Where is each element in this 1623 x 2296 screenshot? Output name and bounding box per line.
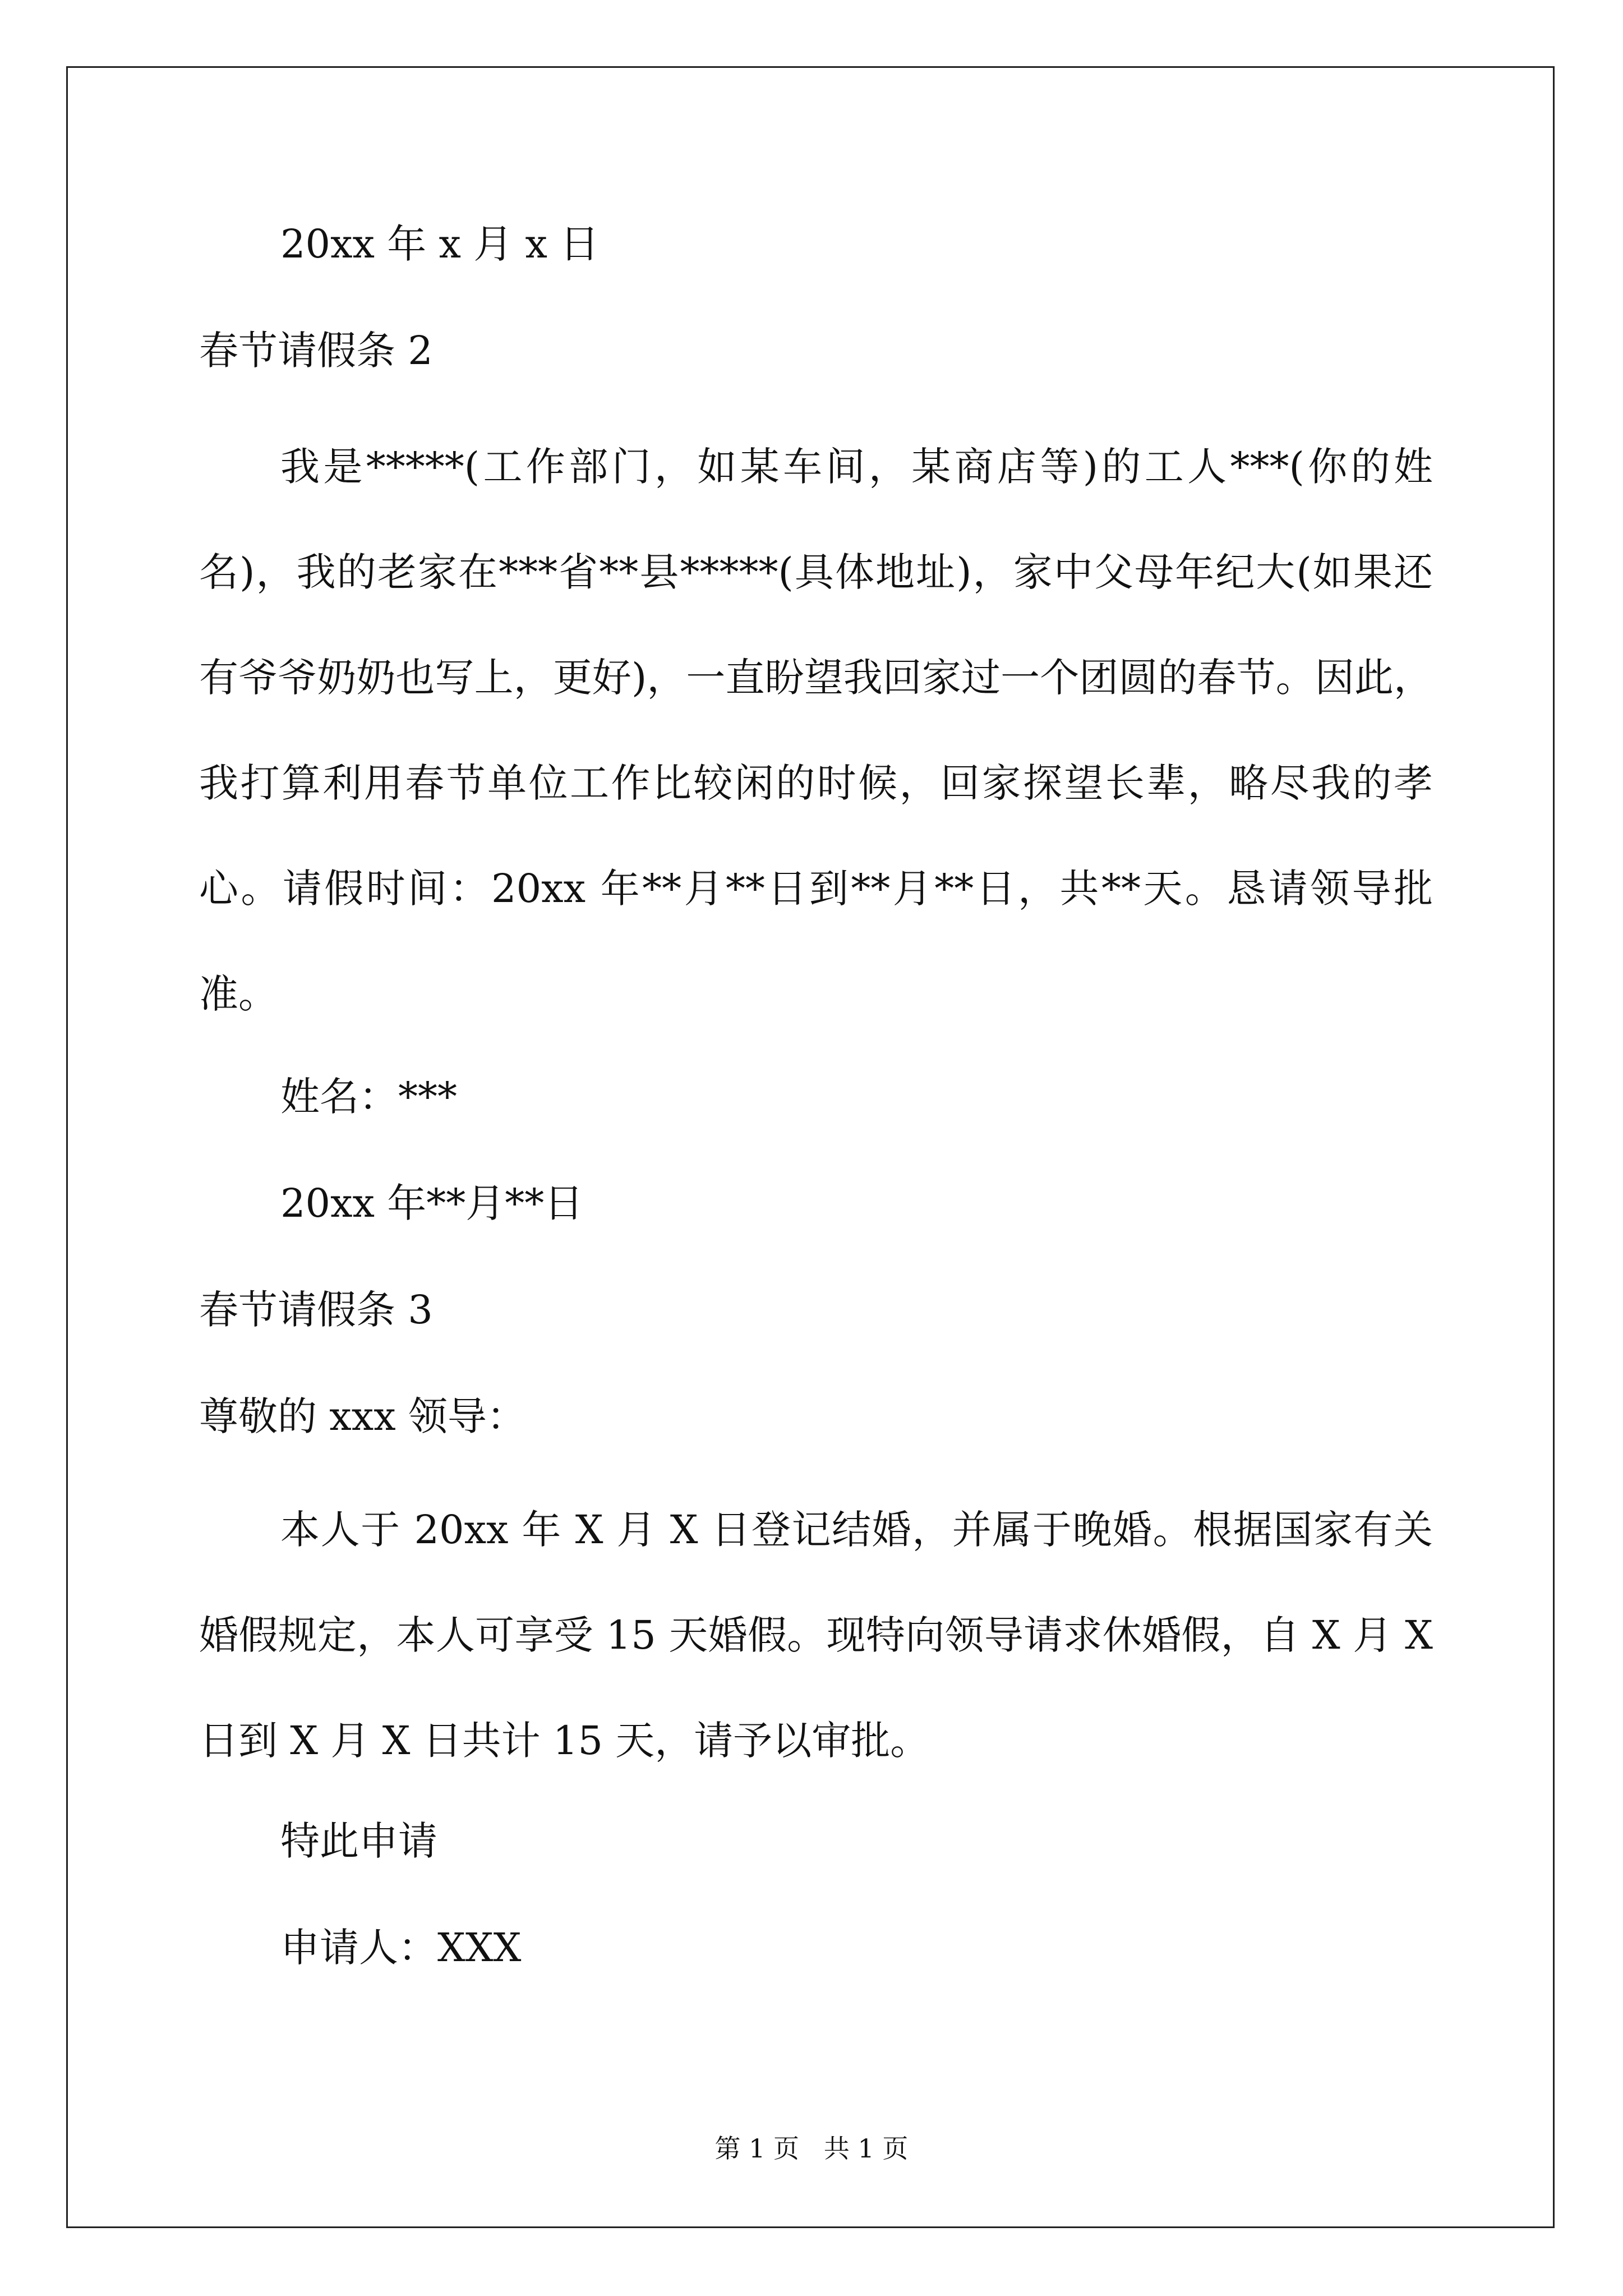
section3-body: 本人于 20xx 年 X 月 X 日登记结婚，并属于晚婚。根据国家有关婚假规定，本人可享受 15 天婚假。现特向领导请求休婚假，自 X 月 X 日到 X 月 X 日共计 15 天，请予以审批。 [199,1507,1433,1764]
date-top: 20xx 年 x 月 x 日 [280,221,600,267]
section3-closing: 特此申请 [280,1818,437,1864]
section2-body: 我是*****(工作部门，如某车间，某商店等)的工人***(你的姓名)，我的老家在***省**县*****(具体地址)，家中父母年纪大(如果还有爷爷奶奶也写上，更好)，一直盼望我回家过一个团圆的春节。因此，我打算利用春节单位工作比较闲的时候，回家探望长辈，略尽我的孝心。请假时间：20xx 年**月**日到**月**日，共**天。恳请领导批准。 [199,444,1433,1017]
section2-name-line: 姓名：*** [280,1074,457,1120]
section2-date-line: 20xx 年**月**日 [280,1180,584,1226]
section2-heading: 春节请假条 2 [199,328,433,374]
page-border [66,66,1555,2228]
section3-salutation: 尊敬的 xxx 领导： [199,1393,526,1439]
page-footer: 第 1 页 共 1 页 [714,2133,909,2164]
section3-applicant: 申请人：XXX [280,1925,522,1971]
section3-heading: 春节请假条 3 [199,1287,433,1333]
